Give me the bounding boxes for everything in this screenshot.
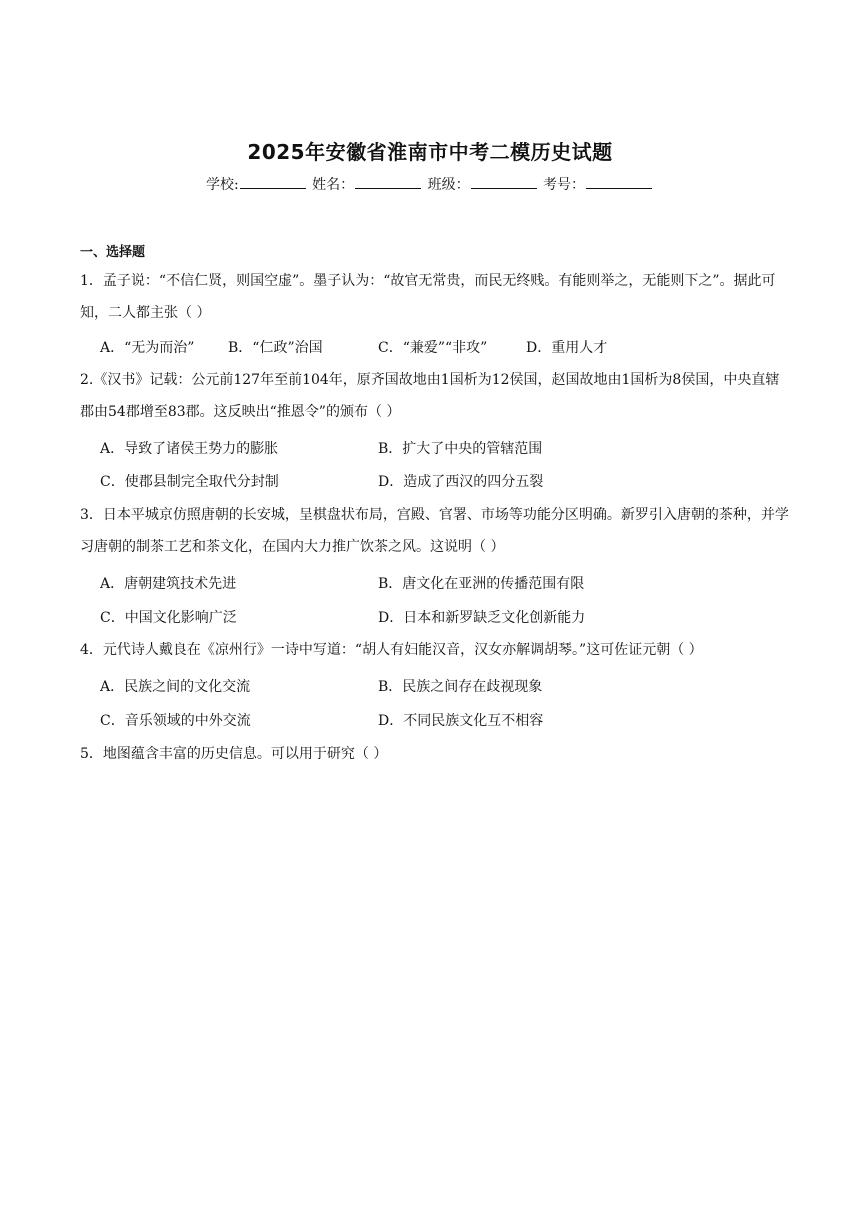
question-3-option-d[interactable]: D．日本和新罗缺乏文化创新能力	[378, 610, 586, 626]
student-info-line	[0, 174, 860, 194]
question-3-option-a[interactable]: A．唐朝建筑技术先进	[100, 576, 237, 592]
question-3-stem: 3．日本平城京仿照唐朝的长安城，呈棋盘状布局，宫殿、官署、市场等功能分区明确。新罗引入唐朝的茶种，并学习唐朝的制茶工艺和茶文化，在国内大力推广饮茶之风。这说明（ ）	[80, 507, 789, 555]
question-1-option-c[interactable]: C．“兼爱”“非攻”	[378, 340, 488, 356]
question-2-stem: 2.《汉书》记载：公元前127年至前104年，原齐国故地由1国析为12侯国，赵国故地由1国析为8侯国，中央直辖郡由54郡增至83郡。这反映出“推恩令”的颁布（ ）	[80, 372, 780, 420]
section-heading: 一、选择题	[80, 245, 146, 260]
question-2-option-b[interactable]: B．扩大了中央的管辖范围	[378, 441, 543, 457]
question-2-option-d[interactable]: D．造成了西汉的四分五裂	[378, 474, 544, 490]
question-4-stem: 4．元代诗人戴良在《凉州行》一诗中写道：“胡人有妇能汉音，汉女亦解调胡琴。”这可佐证元朝（ ）	[80, 642, 703, 658]
exam-number-blank[interactable]	[586, 176, 652, 189]
question-4-option-d[interactable]: D．不同民族文化互不相容	[378, 713, 544, 729]
question-2-option-a[interactable]: A．导致了诸侯王势力的膨胀	[100, 441, 279, 457]
question-3-option-c[interactable]: C．中国文化影响广泛	[100, 610, 237, 626]
name-blank[interactable]	[355, 176, 421, 189]
school-blank[interactable]	[240, 176, 306, 189]
question-1-option-b[interactable]: B．“仁政”治国	[228, 340, 323, 356]
question-5-stem: 5．地图蕴含丰富的历史信息。可以用于研究（ ）	[80, 746, 388, 762]
class-label: 班级：	[427, 177, 470, 193]
question-4-option-b[interactable]: B．民族之间存在歧视现象	[378, 679, 543, 695]
question-4-option-a[interactable]: A．民族之间的文化交流	[100, 679, 251, 695]
question-1-stem: 1．孟子说：“不信仁贤，则国空虚”。墨子认为：“故官无常贵，而民无终贱。有能则举之，无能则下之”。据此可知，二人都主张（ ）	[80, 273, 776, 321]
question-1-option-d[interactable]: D．重用人才	[526, 340, 608, 356]
question-3-option-b[interactable]: B．唐文化在亚洲的传播范围有限	[378, 576, 585, 592]
exam-number-label: 考号：	[543, 177, 586, 193]
class-blank[interactable]	[471, 176, 537, 189]
question-2-option-c[interactable]: C．使郡县制完全取代分封制	[100, 474, 279, 490]
school-label: 学校:	[205, 177, 239, 193]
question-1-option-a[interactable]: A．“无为而治”	[100, 340, 195, 356]
name-label: 姓名：	[312, 177, 355, 193]
question-4-option-c[interactable]: C．音乐领域的中外交流	[100, 713, 251, 729]
page-title: 2025年安徽省淮南市中考二模历史试题	[247, 140, 613, 164]
